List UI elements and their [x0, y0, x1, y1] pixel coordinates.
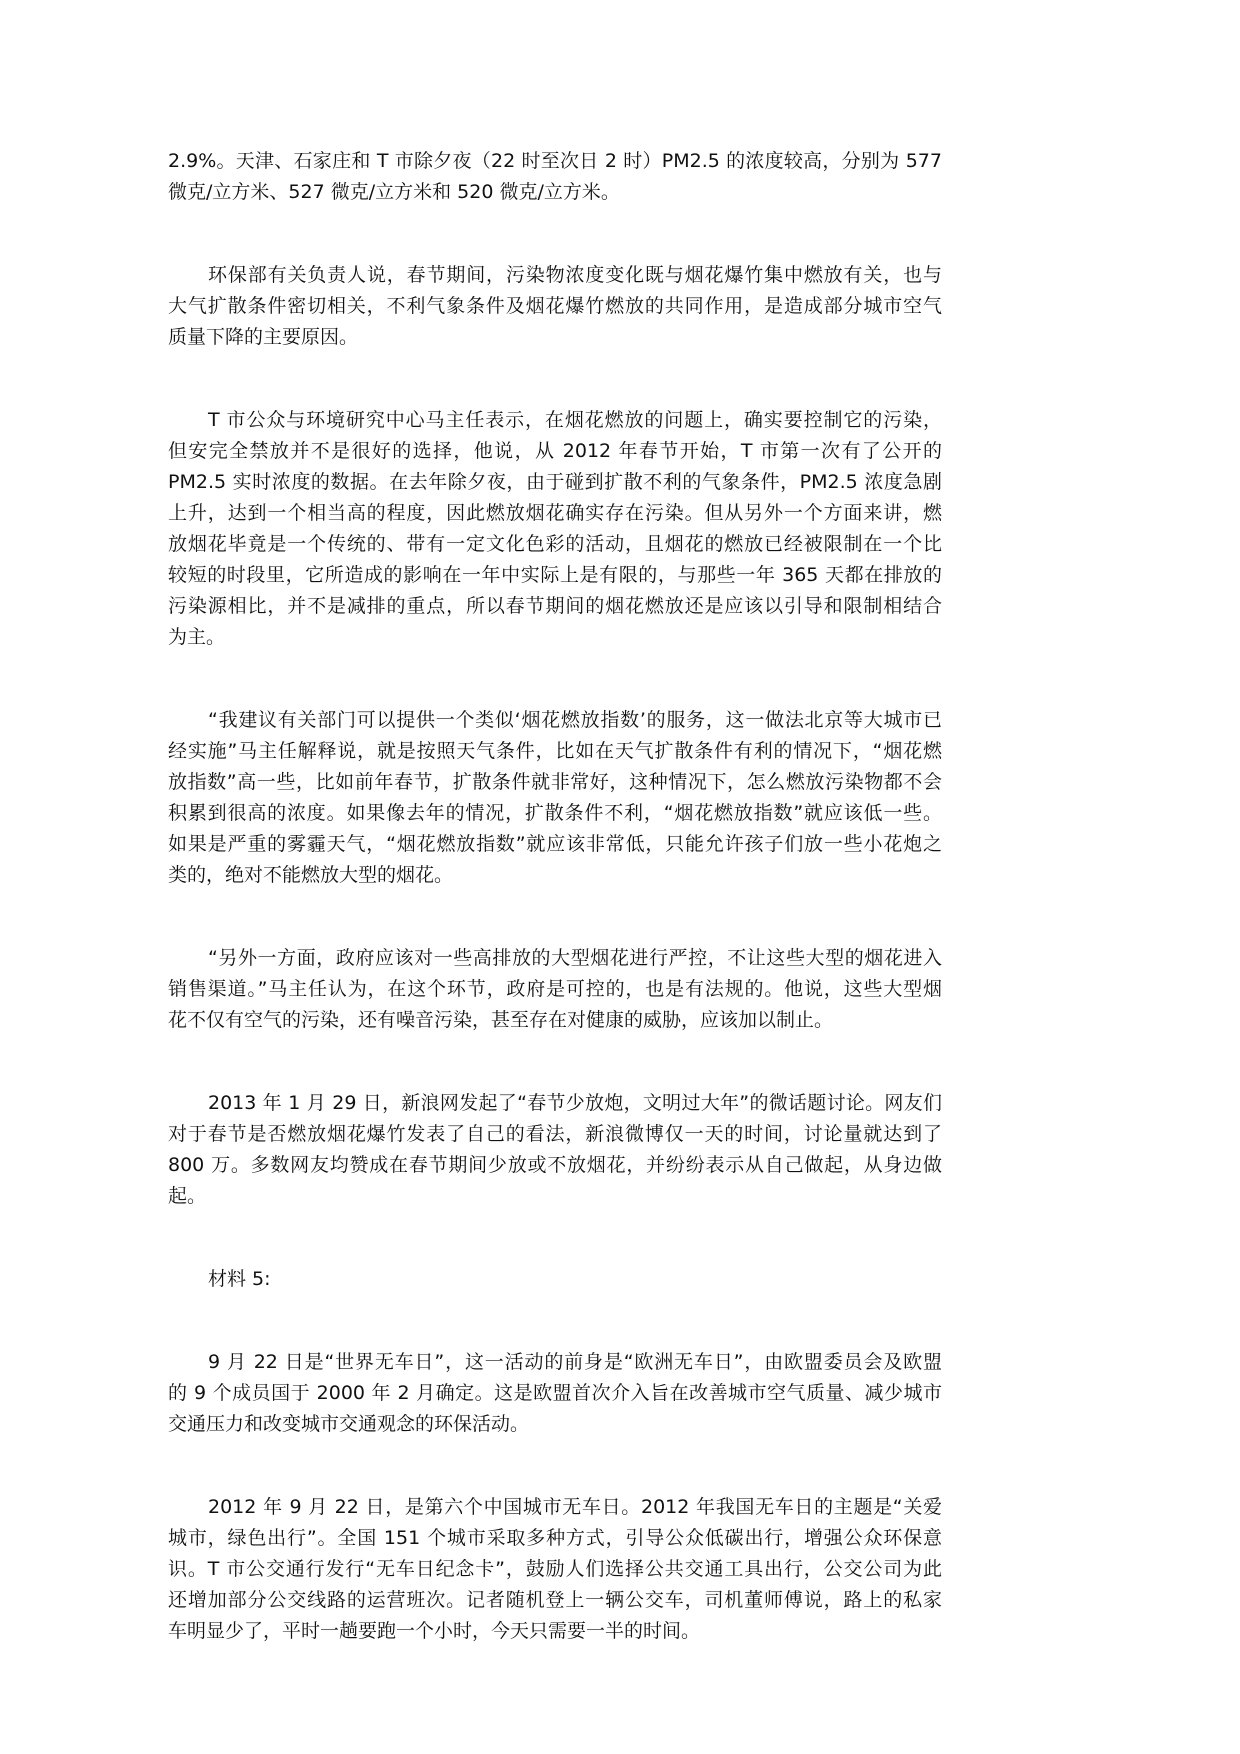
text-line: 质量下降的主要原因。	[168, 326, 359, 348]
paragraph	[168, 1088, 942, 1212]
text-line: 较短的时段里，它所造成的影响在一年中实际上是有限的，与那些一年 365 天都在排放的	[168, 564, 942, 586]
text-line: 800 万。多数网友均赞成在春节期间少放或不放烟花，并纷纷表示从自己做起，从身边做	[168, 1154, 942, 1176]
text-line: 花不仅有空气的污染，还有噪音污染，甚至存在对健康的威胁，应该加以制止。	[168, 1009, 834, 1031]
paragraph	[168, 943, 942, 1036]
text-line: 2013 年 1 月 29 日，新浪网发起了“春节少放炮，文明过大年”的微话题讨论。网友们	[208, 1092, 942, 1114]
paragraph	[168, 260, 942, 353]
paragraph	[168, 146, 942, 208]
paragraph	[168, 405, 942, 653]
text-line: 放指数”高一些，比如前年春节，扩散条件就非常好，这种情况下，怎么燃放污染物都不会	[168, 771, 942, 793]
text-line: 识。T 市公交通行发行“无车日纪念卡”，鼓励人们选择公共交通工具出行，公交公司为此	[168, 1558, 942, 1580]
text-line: 积累到很高的浓度。如果像去年的情况，扩散条件不利，“烟花燃放指数”就应该低一些。	[168, 802, 942, 824]
text-line: 上升，达到一个相当高的程度，因此燃放烟花确实存在污染。但从另外一个方面来讲，燃	[168, 502, 942, 524]
text-line: PM2.5 实时浓度的数据。在去年除夕夜，由于碰到扩散不利的气象条件，PM2.5 浓度急剧	[168, 471, 942, 493]
text-line: 但安完全禁放并不是很好的选择，他说，从 2012 年春节开始，T 市第一次有了公开的	[168, 440, 942, 462]
text-line: 材料 5:	[208, 1268, 271, 1290]
paragraph	[168, 1347, 942, 1440]
text-line: 环保部有关负责人说，春节期间，污染物浓度变化既与烟花爆竹集中燃放有关，也与	[208, 264, 942, 286]
text-line: 城市，绿色出行”。全国 151 个城市采取多种方式，引导公众低碳出行，增强公众环保意	[168, 1527, 942, 1549]
text-line: 经实施”马主任解释说，就是按照天气条件，比如在天气扩散条件有利的情况下，“烟花燃	[168, 740, 942, 762]
text-line: 交通压力和改变城市交通观念的环保活动。	[168, 1413, 530, 1435]
text-line: 还增加部分公交线路的运营班次。记者随机登上一辆公交车，司机董师傅说，路上的私家	[168, 1589, 942, 1611]
document-page	[168, 146, 942, 1699]
text-line: 销售渠道。”马主任认为，在这个环节，政府是可控的，也是有法规的。他说，这些大型烟	[168, 978, 942, 1000]
text-line: 微克/立方米、527 微克/立方米和 520 微克/立方米。	[168, 181, 620, 203]
text-line: T 市公众与环境研究中心马主任表示，在烟花燃放的问题上，确实要控制它的污染，	[208, 409, 942, 431]
text-line: 类的，绝对不能燃放大型的烟花。	[168, 864, 454, 886]
paragraph	[168, 705, 942, 891]
text-line: 为主。	[168, 626, 226, 648]
text-line: 对于春节是否燃放烟花爆竹发表了自己的看法，新浪微博仅一天的时间，讨论量就达到了	[168, 1123, 942, 1145]
text-line: 9 月 22 日是“世界无车日”，这一活动的前身是“欧洲无车日”，由欧盟委员会及欧盟	[208, 1351, 942, 1373]
text-line: 放烟花毕竟是一个传统的、带有一定文化色彩的活动，且烟花的燃放已经被限制在一个比	[168, 533, 942, 555]
text-line: 起。	[168, 1185, 207, 1207]
text-line: 2012 年 9 月 22 日，是第六个中国城市无车日。2012 年我国无车日的主题是“关爱	[208, 1496, 942, 1518]
text-line: 如果是严重的雾霾天气，“烟花燃放指数”就应该非常低，只能允许孩子们放一些小花炮之	[168, 833, 942, 855]
text-line: “我建议有关部门可以提供一个类似‘烟花燃放指数’的服务，这一做法北京等大城市已	[208, 709, 942, 731]
text-line: 大气扩散条件密切相关，不利气象条件及烟花爆竹燃放的共同作用，是造成部分城市空气	[168, 295, 942, 317]
text-line: 污染源相比，并不是减排的重点，所以春节期间的烟花燃放还是应该以引导和限制相结合	[168, 595, 942, 617]
text-line: 车明显少了，平时一趟要跑一个小时，今天只需要一半的时间。	[168, 1620, 701, 1642]
text-line: “另外一方面，政府应该对一些高排放的大型烟花进行严控，不让这些大型的烟花进入	[208, 947, 942, 969]
paragraph	[168, 1492, 942, 1647]
text-line: 的 9 个成员国于 2000 年 2 月确定。这是欧盟首次介入旨在改善城市空气质量、减少城市	[168, 1382, 942, 1404]
paragraph	[168, 1264, 942, 1295]
text-line: 2.9%。天津、石家庄和 T 市除夕夜（22 时至次日 2 时）PM2.5 的浓度较高，分别为 577	[168, 150, 942, 172]
